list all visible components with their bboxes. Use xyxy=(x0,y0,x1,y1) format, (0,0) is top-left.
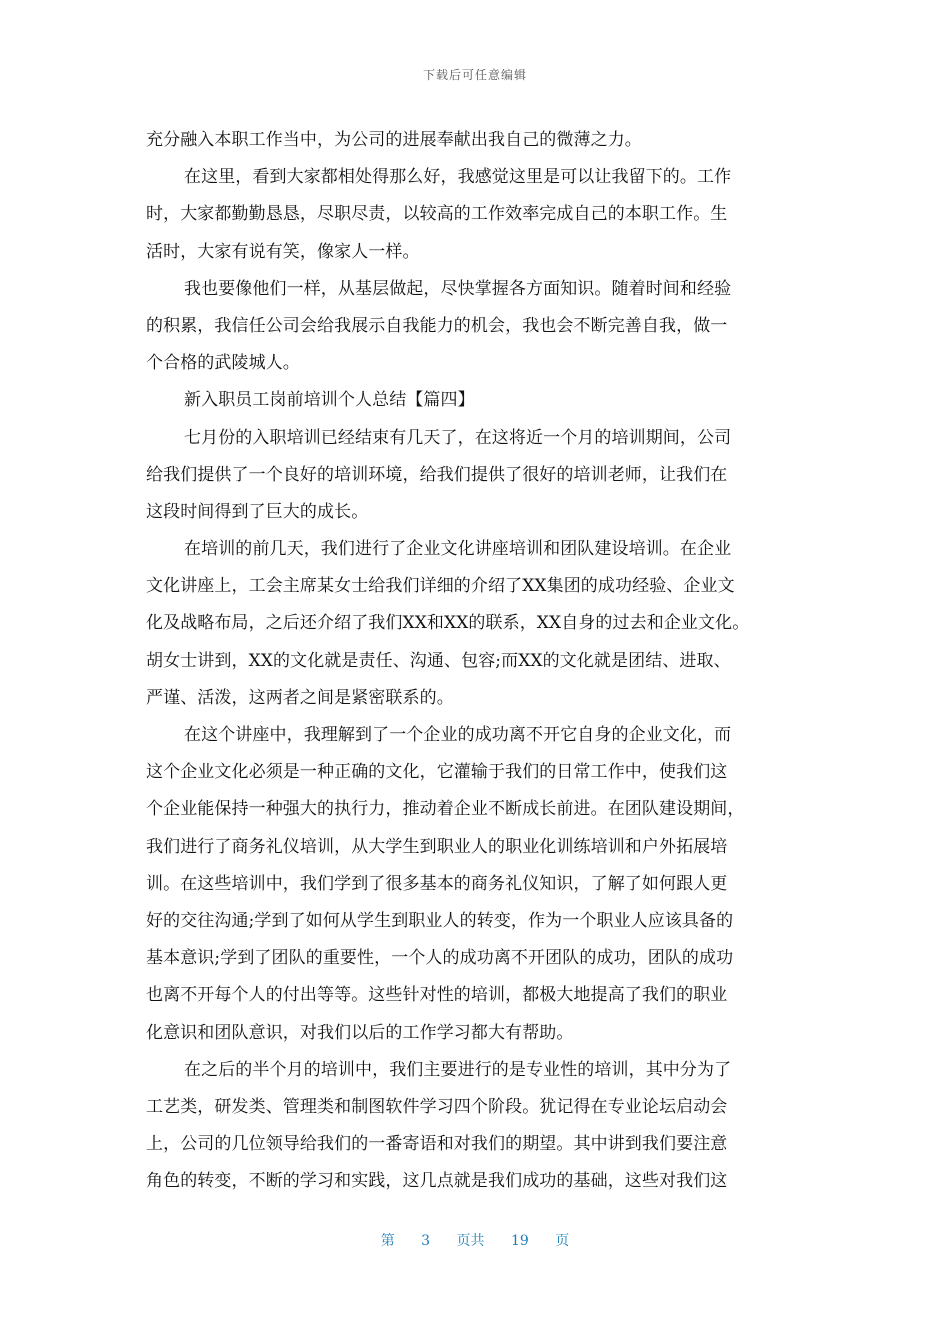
text-line: 个企业能保持一种强大的执行力，推动着企业不断成长前进。在团队建设期间， xyxy=(146,799,745,820)
text-line: 在培训的前几天，我们进行了企业文化讲座培训和团队建设培训。在企业 xyxy=(184,539,732,560)
text-line: 上，公司的几位领导给我们的一番寄语和对我们的期望。其中讲到我们要注意 xyxy=(146,1134,728,1155)
text-line: 工艺类，研发类、管理类和制图软件学习四个阶段。犹记得在专业论坛启动会 xyxy=(146,1096,728,1117)
page-label-prefix: 第 xyxy=(380,1233,395,1249)
text-line: 在这个讲座中，我理解到了一个企业的成功离不开它自身的企业文化，而 xyxy=(184,725,732,745)
text-line: 充分融入本职工作当中，为公司的进展奉献出我自己的微薄之力。 xyxy=(146,130,642,150)
page-footer xyxy=(0,1230,950,1250)
text-line: 我们进行了商务礼仪培训，从大学生到职业人的职业化训练培训和户外拓展培 xyxy=(146,836,728,857)
text-line: 在之后的半个月的培训中，我们主要进行的是专业性的培训，其中分为了 xyxy=(184,1059,732,1080)
document-body xyxy=(146,122,806,1200)
text-line: 这个企业文化必须是一种正确的文化，它灌输于我们的日常工作中，使我们这 xyxy=(146,762,728,783)
page-label-suffix: 页 xyxy=(555,1233,570,1249)
text-line: 的积累，我信任公司会给我展示自我能力的机会，我也会不断完善自我，做一 xyxy=(146,315,728,336)
text-line: 给我们提供了一个良好的培训环境，给我们提供了很好的培训老师，让我们在 xyxy=(146,464,728,485)
page-label-mid: 页共 xyxy=(456,1233,485,1249)
text-line: 这段时间得到了巨大的成长。 xyxy=(146,501,369,522)
text-line: 角色的转变，不断的学习和实践，这几点就是我们成功的基础，这些对我们这 xyxy=(146,1171,728,1192)
text-line: 胡女士讲到，XX的文化就是责任、沟通、包容;而XX的文化就是团结、进取、 xyxy=(146,650,731,671)
text-line: 七月份的入职培训已经结束有几天了，在这将近一个月的培训期间，公司 xyxy=(184,427,732,448)
text-line: 我也要像他们一样，从基层做起，尽快掌握各方面知识。随着时间和经验 xyxy=(184,278,732,299)
text-line: 在这里，看到大家都相处得那么好，我感觉这里是可以让我留下的。工作 xyxy=(184,167,732,188)
text-line: 化及战略布局，之后还介绍了我们XX和XX的联系，XX自身的过去和企业文化。 xyxy=(146,613,750,634)
text-line: 个合格的武陵城人。 xyxy=(146,353,300,374)
current-page-number: 3 xyxy=(421,1233,431,1249)
page-header: 下载后可任意编辑 xyxy=(422,68,527,82)
text-line: 活时，大家有说有笑，像家人一样。 xyxy=(146,241,420,262)
text-line: 也离不开每个人的付出等等。这些针对性的培训，都极大地提高了我们的职业 xyxy=(146,985,728,1006)
text-line: 训。在这些培训中，我们学到了很多基本的商务礼仪知识，了解了如何跟人更 xyxy=(146,873,728,894)
text-line: 文化讲座上，工会主席某女士给我们详细的介绍了XX集团的成功经验、企业文 xyxy=(146,576,735,597)
text-line: 基本意识;学到了团队的重要性，一个人的成功离不开团队的成功，团队的成功 xyxy=(146,948,734,969)
text-line: 好的交往沟通;学到了如何从学生到职业人的转变，作为一个职业人应该具备的 xyxy=(146,910,734,931)
total-page-count: 19 xyxy=(511,1233,529,1249)
text-line: 新入职员工岗前培训个人总结【篇四】 xyxy=(184,390,475,411)
text-line: 严谨、活泼，这两者之间是紧密联系的。 xyxy=(146,687,454,708)
text-line: 时，大家都勤勤恳恳，尽职尽责，以较高的工作效率完成自己的本职工作。生 xyxy=(146,204,728,225)
text-line: 化意识和团队意识，对我们以后的工作学习都大有帮助。 xyxy=(146,1022,574,1043)
